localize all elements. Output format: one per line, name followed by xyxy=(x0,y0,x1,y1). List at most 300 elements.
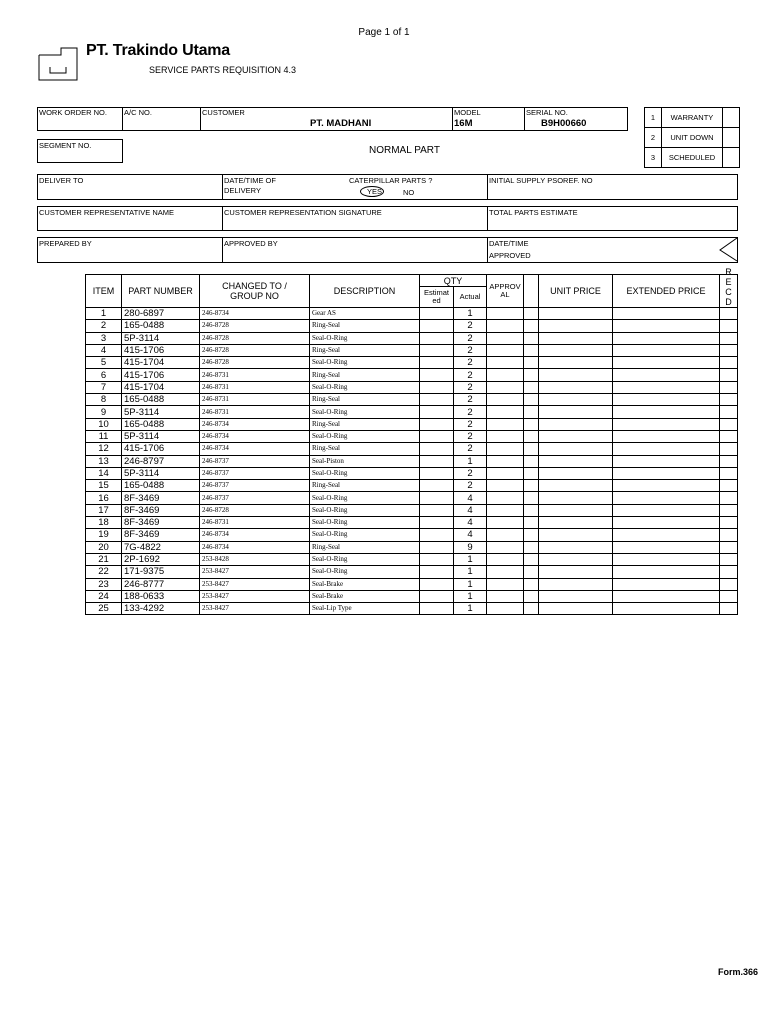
approval-check-cell[interactable] xyxy=(524,480,539,492)
changed-to-group-cell: 246-8728 xyxy=(200,357,310,369)
extended-price-cell[interactable] xyxy=(613,455,720,467)
item-number-cell: 5 xyxy=(86,357,122,369)
header-description: DESCRIPTION xyxy=(310,275,420,308)
header-changed-line-2: GROUP NO xyxy=(230,291,279,301)
extended-price-cell[interactable] xyxy=(613,369,720,381)
part-number-cell: 280-6897 xyxy=(122,308,200,320)
changed-to-group-cell: 246-8734 xyxy=(200,308,310,320)
qty-estimated-cell[interactable] xyxy=(420,566,454,578)
approval-cell[interactable] xyxy=(487,504,524,516)
header-changed-line-1: CHANGED TO / xyxy=(222,281,287,291)
table-row[interactable] xyxy=(86,578,738,590)
description-cell: Seal-O-Ring xyxy=(310,357,420,369)
approval-check-cell[interactable] xyxy=(524,308,539,320)
extended-price-cell[interactable] xyxy=(613,406,720,418)
extended-price-cell[interactable] xyxy=(613,541,720,553)
option-scheduled[interactable] xyxy=(645,148,740,168)
ac-no-label: A/C NO. xyxy=(124,108,152,117)
table-row[interactable] xyxy=(86,553,738,565)
yes-option[interactable] xyxy=(360,186,384,197)
extended-price-cell[interactable] xyxy=(613,492,720,504)
qty-estimated-cell[interactable] xyxy=(420,603,454,615)
item-number-cell: 8 xyxy=(86,394,122,406)
segment-field[interactable] xyxy=(37,139,123,163)
table-row[interactable] xyxy=(86,430,738,442)
header-approval-line-2: AL xyxy=(500,290,510,299)
qty-estimated-cell[interactable] xyxy=(420,467,454,479)
work-order-label: WORK ORDER NO. xyxy=(39,108,107,117)
approval-cell[interactable] xyxy=(487,517,524,529)
approval-row xyxy=(37,237,738,263)
changed-to-group-cell: 246-8731 xyxy=(200,406,310,418)
qty-estimated-cell[interactable] xyxy=(420,332,454,344)
changed-to-group-cell: 246-8737 xyxy=(200,492,310,504)
approval-check-cell[interactable] xyxy=(524,504,539,516)
extended-price-cell[interactable] xyxy=(613,443,720,455)
table-row[interactable] xyxy=(86,357,738,369)
approval-check-cell[interactable] xyxy=(524,455,539,467)
unit-price-cell[interactable] xyxy=(539,578,613,590)
approval-check-cell[interactable] xyxy=(524,381,539,393)
prepared-by-label: PREPARED BY xyxy=(39,239,92,248)
approval-cell[interactable] xyxy=(487,590,524,602)
model-value[interactable]: 16M xyxy=(454,118,473,129)
qty-estimated-cell[interactable] xyxy=(420,517,454,529)
approval-check-cell[interactable] xyxy=(524,443,539,455)
qty-estimated-cell[interactable] xyxy=(420,578,454,590)
extended-price-cell[interactable] xyxy=(613,566,720,578)
option-number: 3 xyxy=(645,148,662,168)
rep-signature-label: CUSTOMER REPRESENTATION SIGNATURE xyxy=(224,208,382,217)
approval-check-cell[interactable] xyxy=(524,344,539,356)
received-check-cell[interactable] xyxy=(720,529,738,541)
table-row[interactable] xyxy=(86,590,738,602)
qty-estimated-cell[interactable] xyxy=(420,492,454,504)
extended-price-cell[interactable] xyxy=(613,357,720,369)
extended-price-cell[interactable] xyxy=(613,578,720,590)
description-cell: Seal-O-Ring xyxy=(310,381,420,393)
qty-actual-cell: 2 xyxy=(454,394,487,406)
unit-price-cell[interactable] xyxy=(539,332,613,344)
corner-triangle-icon xyxy=(719,238,738,262)
part-number-cell: 415-1706 xyxy=(122,443,200,455)
table-row[interactable] xyxy=(86,455,738,467)
table-row[interactable] xyxy=(86,603,738,615)
extended-price-cell[interactable] xyxy=(613,590,720,602)
qty-estimated-cell[interactable] xyxy=(420,443,454,455)
table-row[interactable] xyxy=(86,344,738,356)
description-cell: Seal-O-Ring xyxy=(310,566,420,578)
header-approval-check xyxy=(524,275,539,308)
unit-price-cell[interactable] xyxy=(539,308,613,320)
qty-estimated-cell[interactable] xyxy=(420,308,454,320)
item-number-cell: 13 xyxy=(86,455,122,467)
approval-check-cell[interactable] xyxy=(524,566,539,578)
received-check-cell[interactable] xyxy=(720,443,738,455)
unit-price-cell[interactable] xyxy=(539,369,613,381)
unit-price-cell[interactable] xyxy=(539,418,613,430)
approval-cell[interactable] xyxy=(487,603,524,615)
part-number-cell: 7G-4822 xyxy=(122,541,200,553)
received-check-cell[interactable] xyxy=(720,418,738,430)
table-row[interactable] xyxy=(86,492,738,504)
parts-table xyxy=(85,267,738,615)
changed-to-group-cell: 246-8734 xyxy=(200,443,310,455)
extended-price-cell[interactable] xyxy=(613,418,720,430)
request-type-options xyxy=(644,107,740,168)
unit-price-cell[interactable] xyxy=(539,394,613,406)
approval-check-cell[interactable] xyxy=(524,406,539,418)
approval-cell[interactable] xyxy=(487,430,524,442)
approval-check-cell[interactable] xyxy=(524,332,539,344)
description-cell: Seal-O-Ring xyxy=(310,332,420,344)
changed-to-group-cell: 246-8731 xyxy=(200,517,310,529)
approval-check-cell[interactable] xyxy=(524,357,539,369)
approval-check-cell[interactable] xyxy=(524,418,539,430)
approval-cell[interactable] xyxy=(487,480,524,492)
approval-check-cell[interactable] xyxy=(524,369,539,381)
table-row[interactable] xyxy=(86,480,738,492)
approval-cell[interactable] xyxy=(487,418,524,430)
received-check-cell[interactable] xyxy=(720,455,738,467)
header-actual: Actual xyxy=(454,287,487,308)
extended-price-cell[interactable] xyxy=(613,529,720,541)
customer-value[interactable]: PT. MADHANI xyxy=(310,118,372,129)
unit-price-cell[interactable] xyxy=(539,467,613,479)
approval-cell[interactable] xyxy=(487,492,524,504)
changed-to-group-cell: 246-8728 xyxy=(200,320,310,332)
unit-price-cell[interactable] xyxy=(539,480,613,492)
approval-cell[interactable] xyxy=(487,308,524,320)
header-recd-c: C xyxy=(725,287,732,297)
received-check-cell[interactable] xyxy=(720,332,738,344)
table-row[interactable] xyxy=(86,467,738,479)
received-check-cell[interactable] xyxy=(720,344,738,356)
delivery-datetime-label: DATE/TIME OF xyxy=(224,176,276,185)
changed-to-group-cell: 246-8728 xyxy=(200,344,310,356)
item-number-cell: 6 xyxy=(86,369,122,381)
qty-actual-cell: 2 xyxy=(454,344,487,356)
item-number-cell: 1 xyxy=(86,308,122,320)
header-recd-r: R xyxy=(725,267,732,277)
received-check-cell[interactable] xyxy=(720,381,738,393)
qty-estimated-cell[interactable] xyxy=(420,394,454,406)
part-number-cell: 188-0633 xyxy=(122,590,200,602)
unit-price-cell[interactable] xyxy=(539,603,613,615)
header-unit-price: UNIT PRICE xyxy=(539,275,613,308)
item-number-cell: 18 xyxy=(86,517,122,529)
approval-check-cell[interactable] xyxy=(524,467,539,479)
option-number: 2 xyxy=(645,128,662,148)
qty-actual-cell: 9 xyxy=(454,541,487,553)
qty-estimated-cell[interactable] xyxy=(420,504,454,516)
header-extended-price: EXTENDED PRICE xyxy=(613,275,720,308)
qty-estimated-cell[interactable] xyxy=(420,357,454,369)
description-cell: Ring-Seal xyxy=(310,394,420,406)
item-number-cell: 14 xyxy=(86,467,122,479)
qty-actual-cell: 1 xyxy=(454,455,487,467)
company-name: PT. Trakindo Utama xyxy=(86,42,230,59)
changed-to-group-cell: 246-8731 xyxy=(200,369,310,381)
description-cell: Seal-Brake xyxy=(310,590,420,602)
received-check-cell[interactable] xyxy=(720,467,738,479)
changed-to-group-cell: 246-8734 xyxy=(200,430,310,442)
header-estimated-line-1: Estimat xyxy=(423,288,449,297)
part-number-cell: 5P-3114 xyxy=(122,467,200,479)
description-cell: Seal-O-Ring xyxy=(310,517,420,529)
unit-price-cell[interactable] xyxy=(539,541,613,553)
approval-check-cell[interactable] xyxy=(524,553,539,565)
approval-check-cell[interactable] xyxy=(524,517,539,529)
table-row[interactable] xyxy=(86,406,738,418)
qty-actual-cell: 4 xyxy=(454,504,487,516)
changed-to-group-cell: 246-8728 xyxy=(200,504,310,516)
qty-actual-cell: 1 xyxy=(454,603,487,615)
approval-check-cell[interactable] xyxy=(524,603,539,615)
qty-actual-cell: 2 xyxy=(454,381,487,393)
option-warranty[interactable] xyxy=(645,108,740,128)
item-number-cell: 22 xyxy=(86,566,122,578)
approval-cell[interactable] xyxy=(487,357,524,369)
received-check-cell[interactable] xyxy=(720,406,738,418)
changed-to-group-cell: 253-8428 xyxy=(200,553,310,565)
approval-cell[interactable] xyxy=(487,529,524,541)
unit-price-cell[interactable] xyxy=(539,430,613,442)
item-number-cell: 25 xyxy=(86,603,122,615)
approval-check-cell[interactable] xyxy=(524,590,539,602)
option-checkbox[interactable] xyxy=(723,148,740,168)
header-recd-e: E xyxy=(725,277,732,287)
unit-price-cell[interactable] xyxy=(539,406,613,418)
changed-to-group-cell: 253-8427 xyxy=(200,590,310,602)
changed-to-group-cell: 246-8731 xyxy=(200,381,310,393)
qty-actual-cell: 2 xyxy=(454,480,487,492)
qty-estimated-cell[interactable] xyxy=(420,529,454,541)
part-number-cell: 165-0488 xyxy=(122,394,200,406)
unit-price-cell[interactable] xyxy=(539,443,613,455)
approval-cell[interactable] xyxy=(487,455,524,467)
qty-actual-cell: 2 xyxy=(454,332,487,344)
qty-estimated-cell[interactable] xyxy=(420,344,454,356)
option-label: UNIT DOWN xyxy=(662,128,723,148)
extended-price-cell[interactable] xyxy=(613,430,720,442)
header-qty: QTY xyxy=(420,275,487,287)
option-number: 1 xyxy=(645,108,662,128)
table-row[interactable] xyxy=(86,443,738,455)
extended-price-cell[interactable] xyxy=(613,332,720,344)
qty-actual-cell: 4 xyxy=(454,517,487,529)
received-check-cell[interactable] xyxy=(720,553,738,565)
approval-cell[interactable] xyxy=(487,578,524,590)
item-number-cell: 10 xyxy=(86,418,122,430)
received-check-cell[interactable] xyxy=(720,504,738,516)
unit-price-cell[interactable] xyxy=(539,566,613,578)
received-check-cell[interactable] xyxy=(720,590,738,602)
received-check-cell[interactable] xyxy=(720,480,738,492)
received-check-cell[interactable] xyxy=(720,357,738,369)
part-number-cell: 246-8797 xyxy=(122,455,200,467)
item-number-cell: 7 xyxy=(86,381,122,393)
qty-estimated-cell[interactable] xyxy=(420,590,454,602)
table-row[interactable] xyxy=(86,308,738,320)
item-number-cell: 4 xyxy=(86,344,122,356)
extended-price-cell[interactable] xyxy=(613,467,720,479)
qty-estimated-cell[interactable] xyxy=(420,430,454,442)
received-check-cell[interactable] xyxy=(720,369,738,381)
approval-check-cell[interactable] xyxy=(524,394,539,406)
description-cell: Seal-O-Ring xyxy=(310,504,420,516)
item-number-cell: 17 xyxy=(86,504,122,516)
unit-price-cell[interactable] xyxy=(539,517,613,529)
unit-price-cell[interactable] xyxy=(539,455,613,467)
approval-cell[interactable] xyxy=(487,566,524,578)
serial-value[interactable]: B9H00660 xyxy=(541,118,587,129)
description-cell: Seal-O-Ring xyxy=(310,553,420,565)
qty-estimated-cell[interactable] xyxy=(420,320,454,332)
changed-to-group-cell: 246-8731 xyxy=(200,394,310,406)
qty-estimated-cell[interactable] xyxy=(420,418,454,430)
unit-price-cell[interactable] xyxy=(539,320,613,332)
part-number-cell: 415-1704 xyxy=(122,381,200,393)
received-check-cell[interactable] xyxy=(720,566,738,578)
unit-price-cell[interactable] xyxy=(539,357,613,369)
table-row[interactable] xyxy=(86,504,738,516)
qty-actual-cell: 1 xyxy=(454,590,487,602)
qty-estimated-cell[interactable] xyxy=(420,455,454,467)
page-number: Page 1 of 1 xyxy=(358,27,410,38)
approval-check-cell[interactable] xyxy=(524,430,539,442)
part-number-cell: 415-1706 xyxy=(122,369,200,381)
unit-price-cell[interactable] xyxy=(539,381,613,393)
qty-actual-cell: 1 xyxy=(454,566,487,578)
date-approved-label-2: APPROVED xyxy=(489,251,531,260)
received-check-cell[interactable] xyxy=(720,394,738,406)
qty-estimated-cell[interactable] xyxy=(420,381,454,393)
approval-cell[interactable] xyxy=(487,344,524,356)
unit-price-cell[interactable] xyxy=(539,529,613,541)
option-unit-down[interactable] xyxy=(645,128,740,148)
extended-price-cell[interactable] xyxy=(613,308,720,320)
received-check-cell[interactable] xyxy=(720,320,738,332)
changed-to-group-cell: 253-8427 xyxy=(200,603,310,615)
extended-price-cell[interactable] xyxy=(613,320,720,332)
serial-label: SERIAL NO. xyxy=(526,108,568,117)
extended-price-cell[interactable] xyxy=(613,480,720,492)
changed-to-group-cell: 246-8734 xyxy=(200,529,310,541)
changed-to-group-cell: 253-8427 xyxy=(200,566,310,578)
item-number-cell: 23 xyxy=(86,578,122,590)
table-row[interactable] xyxy=(86,369,738,381)
approval-cell[interactable] xyxy=(487,443,524,455)
changed-to-group-cell: 246-8737 xyxy=(200,455,310,467)
received-check-cell[interactable] xyxy=(720,517,738,529)
approval-cell[interactable] xyxy=(487,320,524,332)
table-row[interactable] xyxy=(86,566,738,578)
received-check-cell[interactable] xyxy=(720,603,738,615)
initial-supply-label: INITIAL SUPPLY PSOREF. NO xyxy=(489,176,593,185)
approval-check-cell[interactable] xyxy=(524,578,539,590)
received-check-cell[interactable] xyxy=(720,492,738,504)
option-checkbox[interactable] xyxy=(723,108,740,128)
approval-cell[interactable] xyxy=(487,394,524,406)
qty-actual-cell: 2 xyxy=(454,467,487,479)
received-check-cell[interactable] xyxy=(720,541,738,553)
extended-price-cell[interactable] xyxy=(613,553,720,565)
description-cell: Gear AS xyxy=(310,308,420,320)
qty-estimated-cell[interactable] xyxy=(420,480,454,492)
customer-label: CUSTOMER xyxy=(202,108,245,117)
unit-price-cell[interactable] xyxy=(539,504,613,516)
parts-table-body xyxy=(86,308,738,615)
qty-actual-cell: 2 xyxy=(454,320,487,332)
table-row[interactable] xyxy=(86,541,738,553)
approval-cell[interactable] xyxy=(487,553,524,565)
extended-price-cell[interactable] xyxy=(613,504,720,516)
description-cell: Ring-Seal xyxy=(310,418,420,430)
qty-estimated-cell[interactable] xyxy=(420,553,454,565)
item-number-cell: 15 xyxy=(86,480,122,492)
qty-actual-cell: 2 xyxy=(454,430,487,442)
approval-check-cell[interactable] xyxy=(524,320,539,332)
no-option[interactable]: NO xyxy=(403,188,415,197)
approval-cell[interactable] xyxy=(487,467,524,479)
extended-price-cell[interactable] xyxy=(613,517,720,529)
extended-price-cell[interactable] xyxy=(613,381,720,393)
qty-estimated-cell[interactable] xyxy=(420,406,454,418)
unit-price-cell[interactable] xyxy=(539,553,613,565)
form-number: Form.366 xyxy=(717,967,758,977)
approval-check-cell[interactable] xyxy=(524,529,539,541)
unit-price-cell[interactable] xyxy=(539,590,613,602)
received-check-cell[interactable] xyxy=(720,430,738,442)
qty-estimated-cell[interactable] xyxy=(420,541,454,553)
description-cell: Ring-Seal xyxy=(310,320,420,332)
table-row[interactable] xyxy=(86,394,738,406)
extended-price-cell[interactable] xyxy=(613,344,720,356)
table-row[interactable] xyxy=(86,332,738,344)
table-row[interactable] xyxy=(86,381,738,393)
part-number-cell: 8F-3469 xyxy=(122,504,200,516)
option-checkbox[interactable] xyxy=(723,128,740,148)
unit-price-cell[interactable] xyxy=(539,344,613,356)
approval-cell[interactable] xyxy=(487,541,524,553)
approval-cell[interactable] xyxy=(487,332,524,344)
item-number-cell: 19 xyxy=(86,529,122,541)
part-number-cell: 5P-3114 xyxy=(122,332,200,344)
approval-check-cell[interactable] xyxy=(524,492,539,504)
unit-price-cell[interactable] xyxy=(539,492,613,504)
extended-price-cell[interactable] xyxy=(613,394,720,406)
total-estimate-label: TOTAL PARTS ESTIMATE xyxy=(489,208,578,217)
approval-cell[interactable] xyxy=(487,381,524,393)
received-check-cell[interactable] xyxy=(720,578,738,590)
approval-check-cell[interactable] xyxy=(524,541,539,553)
part-number-cell: 165-0488 xyxy=(122,480,200,492)
company-logo-icon xyxy=(38,47,78,81)
approval-cell[interactable] xyxy=(487,406,524,418)
description-cell: Seal-Brake xyxy=(310,578,420,590)
table-row[interactable] xyxy=(86,320,738,332)
qty-estimated-cell[interactable] xyxy=(420,369,454,381)
deliver-to-label: DELIVER TO xyxy=(39,176,84,185)
yes-option-label: YES xyxy=(367,187,383,196)
table-row[interactable] xyxy=(86,529,738,541)
table-row[interactable] xyxy=(86,517,738,529)
approval-cell[interactable] xyxy=(487,369,524,381)
table-row[interactable] xyxy=(86,418,738,430)
extended-price-cell[interactable] xyxy=(613,603,720,615)
received-check-cell[interactable] xyxy=(720,308,738,320)
